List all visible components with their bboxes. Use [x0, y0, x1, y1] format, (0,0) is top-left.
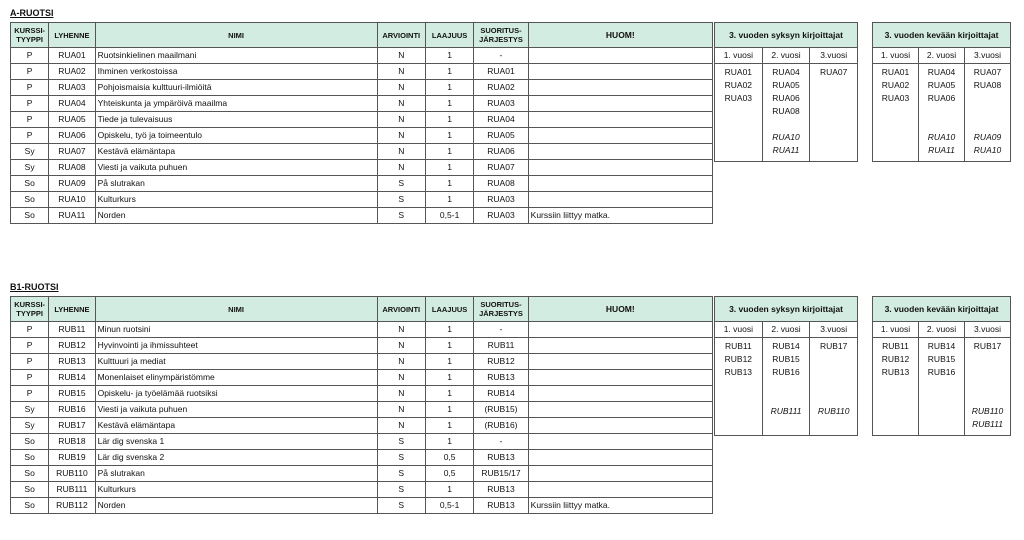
cell-name: Hyvinvointi ja ihmissuhteet	[95, 338, 377, 354]
section-title-a: A-RUOTSI	[10, 8, 54, 18]
cell-name: Viesti ja vaikuta puhuen	[95, 160, 377, 176]
cell-note	[528, 96, 712, 112]
cell-type: P	[11, 338, 49, 354]
cell-grade: S	[377, 176, 425, 192]
cell-name: Tiede ja tulevaisuus	[95, 112, 377, 128]
column-header-type: KURSSI- TYYPPI	[11, 23, 49, 48]
column-header-order: SUORITUS- JÄRJESTYS	[474, 297, 528, 322]
cell-order: RUB11	[474, 338, 528, 354]
cell-code: RUA10	[49, 192, 95, 208]
cell-type: So	[11, 434, 49, 450]
table-row	[11, 176, 713, 192]
header-row	[11, 23, 713, 48]
cell-order: RUB13	[474, 498, 528, 514]
year-column	[763, 64, 811, 161]
cell-order: (RUB15)	[474, 402, 528, 418]
cell-order: RUA03	[474, 96, 528, 112]
cell-scope: 1	[425, 48, 473, 64]
year-column	[715, 64, 763, 161]
year-column	[810, 64, 857, 161]
cell-grade: N	[377, 48, 425, 64]
cell-scope: 0,5-1	[425, 208, 473, 224]
cell-note: Kurssiin liittyy matka.	[528, 498, 712, 514]
cell-note	[528, 144, 712, 160]
column-header-order: SUORITUS- JÄRJESTYS	[474, 23, 528, 48]
year-column	[715, 338, 763, 435]
cell-note: Kurssiin liittyy matka.	[528, 208, 712, 224]
cell-scope: 1	[425, 386, 473, 402]
course-code: RUB12	[881, 354, 910, 364]
cell-note	[528, 450, 712, 466]
cell-order: -	[474, 48, 528, 64]
cell-note	[528, 338, 712, 354]
cell-order: RUA05	[474, 128, 528, 144]
course-code-optional: RUB111	[972, 419, 1003, 429]
cell-type: Sy	[11, 402, 49, 418]
column-header-scope: LAAJUUS	[425, 23, 473, 48]
cell-scope: 1	[425, 418, 473, 434]
year-column	[919, 338, 965, 435]
course-code: RUA02	[881, 80, 910, 90]
table-row	[11, 498, 713, 514]
course-code: RUA04	[927, 67, 956, 77]
cell-grade: S	[377, 208, 425, 224]
cell-code: RUB14	[49, 370, 95, 386]
cell-grade: S	[377, 498, 425, 514]
table-row	[11, 482, 713, 498]
cell-note	[528, 482, 712, 498]
cell-code: RUA07	[49, 144, 95, 160]
cell-type: P	[11, 96, 49, 112]
cell-scope: 1	[425, 144, 473, 160]
year-label: 2. vuosi	[919, 322, 965, 337]
cell-code: RUB111	[49, 482, 95, 498]
cell-grade: N	[377, 112, 425, 128]
course-code: RUB14	[927, 341, 956, 351]
cell-grade: N	[377, 128, 425, 144]
cell-note	[528, 160, 712, 176]
course-code: RUB16	[927, 367, 956, 377]
cell-order: RUB15/17	[474, 466, 528, 482]
cell-type: P	[11, 64, 49, 80]
cell-note	[528, 322, 712, 338]
cell-name: Minun ruotsini	[95, 322, 377, 338]
course-code-optional: RUA10	[927, 132, 956, 142]
cell-type: So	[11, 208, 49, 224]
course-code-optional: RUB110	[817, 406, 850, 416]
cell-type: P	[11, 128, 49, 144]
cell-order: RUA02	[474, 80, 528, 96]
cell-order: (RUB16)	[474, 418, 528, 434]
cell-code: RUB110	[49, 466, 95, 482]
cell-code: RUA11	[49, 208, 95, 224]
table-row	[11, 370, 713, 386]
course-code-optional: RUA11	[772, 145, 800, 155]
course-code: RUA02	[724, 80, 753, 90]
year-label: 1. vuosi	[873, 48, 919, 63]
column-header-code: LYHENNE	[49, 297, 95, 322]
cell-type: P	[11, 112, 49, 128]
course-code: RUB15	[927, 354, 956, 364]
cell-order: RUA04	[474, 112, 528, 128]
course-table-a	[10, 22, 713, 224]
column-header-name: NIMI	[95, 297, 377, 322]
cell-grade: N	[377, 370, 425, 386]
table-row	[11, 112, 713, 128]
cell-note	[528, 176, 712, 192]
cell-grade: N	[377, 418, 425, 434]
course-code-optional: RUB110	[971, 406, 1004, 416]
cell-scope: 0,5	[425, 450, 473, 466]
cell-grade: N	[377, 338, 425, 354]
cell-name: Kestävä elämäntapa	[95, 144, 377, 160]
course-code: RUB15	[772, 354, 800, 364]
cell-note	[528, 80, 712, 96]
cell-name: Ihminen verkostoissa	[95, 64, 377, 80]
column-header-scope: LAAJUUS	[425, 297, 473, 322]
cell-scope: 0,5-1	[425, 498, 473, 514]
cell-code: RUA02	[49, 64, 95, 80]
course-code: RUA08	[772, 106, 800, 116]
course-code: RUB11	[724, 341, 752, 351]
year-column	[919, 64, 965, 161]
cell-grade: N	[377, 64, 425, 80]
spring-writers-panel-a	[872, 22, 1011, 162]
cell-order: RUA08	[474, 176, 528, 192]
course-code-optional: RUA10	[973, 145, 1002, 155]
cell-type: So	[11, 176, 49, 192]
cell-scope: 1	[425, 354, 473, 370]
table-row	[11, 402, 713, 418]
year-column	[763, 338, 811, 435]
table-row	[11, 64, 713, 80]
year-label: 1. vuosi	[715, 48, 763, 63]
table-row	[11, 418, 713, 434]
cell-name: På slutrakan	[95, 176, 377, 192]
course-code: RUB13	[881, 367, 910, 377]
cell-note	[528, 64, 712, 80]
cell-name: Viesti ja vaikuta puhuen	[95, 402, 377, 418]
year-label: 3.vuosi	[974, 324, 1001, 334]
year-column	[810, 338, 857, 435]
cell-grade: S	[377, 192, 425, 208]
year-column	[873, 338, 919, 435]
cell-name: Yhteiskunta ja ympäröivä maailma	[95, 96, 377, 112]
cell-order: RUA07	[474, 160, 528, 176]
year-label: 1. vuosi	[873, 322, 919, 337]
cell-code: RUA06	[49, 128, 95, 144]
cell-name: Monenlaiset elinympäristömme	[95, 370, 377, 386]
cell-grade: N	[377, 144, 425, 160]
cell-grade: S	[377, 482, 425, 498]
year-label: 3.vuosi	[974, 50, 1001, 60]
cell-code: RUB11	[49, 322, 95, 338]
course-code: RUA01	[881, 67, 910, 77]
cell-name: På slutrakan	[95, 466, 377, 482]
year-label: 2. vuosi	[919, 48, 965, 63]
table-row	[11, 48, 713, 64]
course-code: RUB17	[973, 341, 1002, 351]
cell-scope: 1	[425, 192, 473, 208]
cell-order: RUB13	[474, 482, 528, 498]
table-row	[11, 208, 713, 224]
cell-note	[528, 418, 712, 434]
course-code-optional: RUA09	[973, 132, 1002, 142]
cell-grade: N	[377, 402, 425, 418]
table-row	[11, 450, 713, 466]
cell-type: So	[11, 450, 49, 466]
year-column	[873, 64, 919, 161]
section-title-b: B1-RUOTSI	[10, 282, 59, 292]
cell-note	[528, 386, 712, 402]
course-code: RUA07	[973, 67, 1002, 77]
table-row	[11, 160, 713, 176]
cell-name: Kulturkurs	[95, 192, 377, 208]
cell-order: RUA06	[474, 144, 528, 160]
table-row	[11, 338, 713, 354]
cell-code: RUA05	[49, 112, 95, 128]
course-code-optional: RUA11	[928, 145, 955, 155]
column-header-grade: ARVIOINTI	[377, 297, 425, 322]
cell-grade: N	[377, 80, 425, 96]
cell-scope: 1	[425, 160, 473, 176]
cell-type: So	[11, 192, 49, 208]
year-label: 3.vuosi	[820, 324, 848, 334]
table-row	[11, 466, 713, 482]
cell-order: RUA03	[474, 192, 528, 208]
cell-note	[528, 370, 712, 386]
course-code: RUA03	[881, 93, 910, 103]
cell-scope: 1	[425, 128, 473, 144]
cell-note	[528, 466, 712, 482]
course-code: RUB13	[724, 367, 753, 377]
cell-name: Kestävä elämäntapa	[95, 418, 377, 434]
cell-name: Kulttuuri ja mediat	[95, 354, 377, 370]
cell-scope: 1	[425, 402, 473, 418]
cell-code: RUA09	[49, 176, 95, 192]
course-code: RUA05	[927, 80, 956, 90]
course-code: RUA05	[772, 80, 800, 90]
cell-name: Kulturkurs	[95, 482, 377, 498]
cell-grade: S	[377, 466, 425, 482]
cell-scope: 1	[425, 64, 473, 80]
course-code: RUA06	[772, 93, 800, 103]
cell-code: RUB13	[49, 354, 95, 370]
course-code-optional: RUB111	[770, 406, 802, 416]
cell-order: -	[474, 434, 528, 450]
cell-code: RUA03	[49, 80, 95, 96]
column-header-code: LYHENNE	[49, 23, 95, 48]
cell-order: RUB12	[474, 354, 528, 370]
cell-order: -	[474, 322, 528, 338]
cell-code: RUA01	[49, 48, 95, 64]
cell-grade: S	[377, 450, 425, 466]
column-header-name: NIMI	[95, 23, 377, 48]
cell-note	[528, 434, 712, 450]
autumn-writers-panel-b	[714, 296, 858, 436]
column-header-note: HUOM!	[528, 297, 712, 322]
header-row	[11, 297, 713, 322]
course-code: RUA08	[973, 80, 1002, 90]
cell-code: RUB15	[49, 386, 95, 402]
cell-scope: 1	[425, 96, 473, 112]
cell-grade: S	[377, 434, 425, 450]
cell-type: So	[11, 498, 49, 514]
cell-scope: 1	[425, 370, 473, 386]
course-table-b	[10, 296, 713, 514]
spring-writers-panel-b	[872, 296, 1011, 436]
year-column	[965, 338, 1010, 435]
autumn-writers-panel-a	[714, 22, 858, 162]
cell-code: RUB112	[49, 498, 95, 514]
spring-panel-title: 3. vuoden kevään kirjoittajat	[873, 23, 1010, 48]
year-column	[965, 64, 1010, 161]
course-code: RUA03	[724, 93, 753, 103]
cell-type: So	[11, 466, 49, 482]
table-row	[11, 80, 713, 96]
course-code: RUA06	[927, 93, 956, 103]
cell-scope: 1	[425, 112, 473, 128]
cell-name: Pohjoismaisia kulttuuri-ilmiöitä	[95, 80, 377, 96]
year-label: 2. vuosi	[763, 48, 811, 63]
cell-grade: N	[377, 322, 425, 338]
cell-name: Ruotsinkielinen maailmani	[95, 48, 377, 64]
cell-type: Sy	[11, 160, 49, 176]
cell-type: So	[11, 482, 49, 498]
autumn-panel-title: 3. vuoden syksyn kirjoittajat	[715, 297, 857, 322]
course-code: RUB11	[882, 341, 909, 351]
cell-grade: N	[377, 96, 425, 112]
course-code: RUA01	[724, 67, 753, 77]
cell-code: RUA04	[49, 96, 95, 112]
cell-note	[528, 48, 712, 64]
cell-grade: N	[377, 160, 425, 176]
cell-scope: 1	[425, 338, 473, 354]
cell-scope: 0,5	[425, 466, 473, 482]
cell-scope: 1	[425, 482, 473, 498]
table-row	[11, 434, 713, 450]
cell-type: P	[11, 370, 49, 386]
cell-name: Lär dig svenska 1	[95, 434, 377, 450]
cell-order: RUA03	[474, 208, 528, 224]
table-row	[11, 322, 713, 338]
table-row	[11, 192, 713, 208]
cell-scope: 1	[425, 434, 473, 450]
cell-note	[528, 354, 712, 370]
cell-note	[528, 402, 712, 418]
cell-type: P	[11, 354, 49, 370]
cell-code: RUB17	[49, 418, 95, 434]
table-row	[11, 354, 713, 370]
cell-order: RUB13	[474, 370, 528, 386]
cell-type: Sy	[11, 418, 49, 434]
course-code-optional: RUA10	[772, 132, 800, 142]
table-row	[11, 144, 713, 160]
cell-code: RUB18	[49, 434, 95, 450]
cell-order: RUA01	[474, 64, 528, 80]
cell-code: RUB12	[49, 338, 95, 354]
year-label: 3.vuosi	[820, 50, 848, 60]
cell-order: RUB14	[474, 386, 528, 402]
cell-code: RUA08	[49, 160, 95, 176]
course-code: RUB16	[772, 367, 800, 377]
cell-grade: N	[377, 386, 425, 402]
column-header-type: KURSSI- TYYPPI	[11, 297, 49, 322]
cell-name: Opiskelu- ja työelämää ruotsiksi	[95, 386, 377, 402]
cell-name: Norden	[95, 208, 377, 224]
cell-note	[528, 192, 712, 208]
cell-scope: 1	[425, 176, 473, 192]
autumn-panel-title: 3. vuoden syksyn kirjoittajat	[715, 23, 857, 48]
table-row	[11, 386, 713, 402]
column-header-grade: ARVIOINTI	[377, 23, 425, 48]
cell-note	[528, 112, 712, 128]
cell-type: Sy	[11, 144, 49, 160]
cell-note	[528, 128, 712, 144]
cell-grade: N	[377, 354, 425, 370]
cell-name: Norden	[95, 498, 377, 514]
cell-scope: 1	[425, 322, 473, 338]
course-code: RUA07	[819, 67, 848, 77]
course-code: RUB12	[724, 354, 753, 364]
cell-code: RUB16	[49, 402, 95, 418]
cell-name: Lär dig svenska 2	[95, 450, 377, 466]
column-header-note: HUOM!	[528, 23, 712, 48]
cell-code: RUB19	[49, 450, 95, 466]
year-label: 2. vuosi	[763, 322, 811, 337]
cell-type: P	[11, 80, 49, 96]
cell-type: P	[11, 386, 49, 402]
year-label: 1. vuosi	[715, 322, 763, 337]
table-row	[11, 128, 713, 144]
cell-name: Opiskelu, työ ja toimeentulo	[95, 128, 377, 144]
table-row	[11, 96, 713, 112]
spring-panel-title: 3. vuoden kevään kirjoittajat	[873, 297, 1010, 322]
course-code: RUA04	[772, 67, 800, 77]
cell-scope: 1	[425, 80, 473, 96]
cell-order: RUB13	[474, 450, 528, 466]
course-code: RUB14	[772, 341, 800, 351]
course-code: RUB17	[819, 341, 848, 351]
cell-type: P	[11, 48, 49, 64]
cell-type: P	[11, 322, 49, 338]
